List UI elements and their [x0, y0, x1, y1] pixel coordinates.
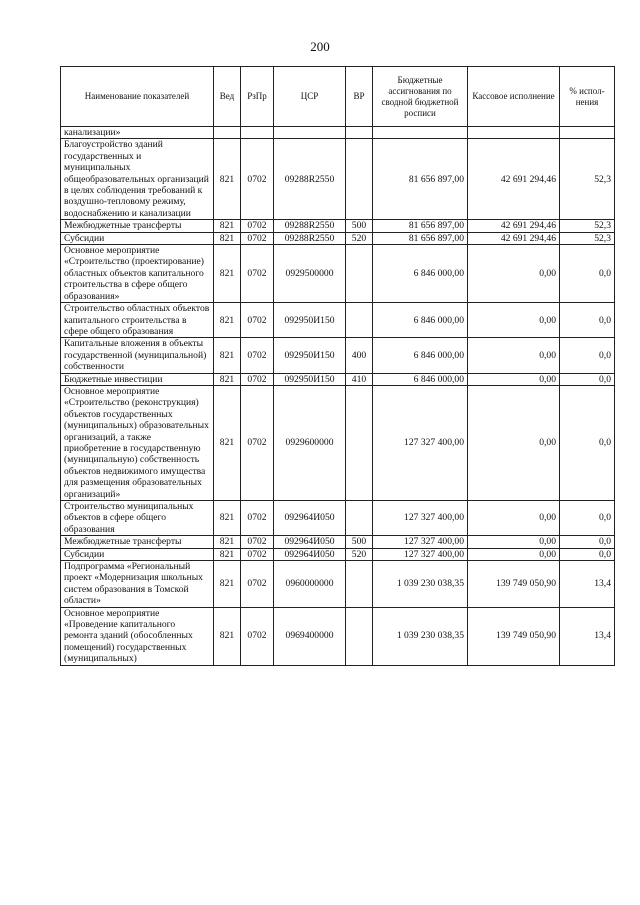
row-vr	[346, 501, 373, 536]
row-percent: 0,0	[560, 338, 615, 373]
table-row	[61, 338, 615, 373]
row-rzpr: 0702	[241, 373, 274, 385]
row-csr: 092964И050	[274, 501, 346, 536]
row-name: Основное мероприятие «Строительство (проектирование) областных объектов капитального строительства в сфере общего образования»	[61, 245, 214, 303]
row-name: Основное мероприятие «Строительство (реконструкция) объектов государственных (муниципальных) образовательных организаций, а также приобретение в государственную (муниципальную) собственность объектов недвижимого имущества для размещения образовательных организаций»	[61, 385, 214, 500]
row-name: Межбюджетные трансферты	[61, 536, 214, 548]
table-row	[61, 607, 615, 665]
row-name: Бюджетные инвестиции	[61, 373, 214, 385]
row-cash: 139 749 050,90	[468, 561, 560, 608]
row-cash: 0,00	[468, 501, 560, 536]
row-assignments: 81 656 897,00	[373, 139, 468, 220]
row-vr	[346, 385, 373, 500]
page-number: 200	[310, 39, 330, 54]
row-ved: 821	[214, 501, 241, 536]
table-row	[61, 139, 615, 220]
row-rzpr	[241, 127, 274, 139]
row-name: Межбюджетные трансферты	[61, 220, 214, 232]
table-row	[61, 501, 615, 536]
row-assignments: 81 656 897,00	[373, 232, 468, 244]
row-rzpr: 0702	[241, 303, 274, 338]
row-csr: 092964И050	[274, 536, 346, 548]
header-assignments: Бюджетные ассигнования по сводной бюджетной росписи	[373, 67, 468, 127]
row-rzpr: 0702	[241, 139, 274, 220]
row-name: Субсидии	[61, 548, 214, 560]
table-row	[61, 220, 615, 232]
row-cash: 139 749 050,90	[468, 607, 560, 665]
budget-execution-table	[60, 66, 615, 666]
row-vr: 410	[346, 373, 373, 385]
row-percent: 0,0	[560, 303, 615, 338]
row-csr: 092950И150	[274, 338, 346, 373]
row-assignments: 81 656 897,00	[373, 220, 468, 232]
header-vr: ВР	[346, 67, 373, 127]
header-name: Наименование показателей	[61, 67, 214, 127]
header-cash-execution: Кассовое исполнение	[468, 67, 560, 127]
row-csr: 092950И150	[274, 303, 346, 338]
row-assignments	[373, 127, 468, 139]
row-assignments: 1 039 230 038,35	[373, 561, 468, 608]
header-ved: Вед	[214, 67, 241, 127]
row-assignments: 127 327 400,00	[373, 548, 468, 560]
row-csr: 092950И150	[274, 373, 346, 385]
row-name: Субсидии	[61, 232, 214, 244]
row-vr: 400	[346, 338, 373, 373]
row-cash: 0,00	[468, 536, 560, 548]
row-ved: 821	[214, 561, 241, 608]
row-ved: 821	[214, 338, 241, 373]
row-vr: 520	[346, 232, 373, 244]
row-vr	[346, 245, 373, 303]
table-row	[61, 127, 615, 139]
row-rzpr: 0702	[241, 561, 274, 608]
row-vr	[346, 303, 373, 338]
row-rzpr: 0702	[241, 385, 274, 500]
row-ved: 821	[214, 245, 241, 303]
row-cash: 0,00	[468, 373, 560, 385]
row-vr: 500	[346, 220, 373, 232]
row-vr: 500	[346, 536, 373, 548]
row-rzpr: 0702	[241, 245, 274, 303]
row-percent: 0,0	[560, 373, 615, 385]
row-name: Строительство муниципальных объектов в сфере общего образования	[61, 501, 214, 536]
row-name: Строительство областных объектов капитального строительства в сфере общего образования	[61, 303, 214, 338]
row-ved: 821	[214, 220, 241, 232]
row-assignments: 6 846 000,00	[373, 338, 468, 373]
row-csr: 0969400000	[274, 607, 346, 665]
table-row	[61, 548, 615, 560]
row-vr	[346, 139, 373, 220]
table-row	[61, 245, 615, 303]
row-cash	[468, 127, 560, 139]
row-percent: 52,3	[560, 232, 615, 244]
table-row	[61, 232, 615, 244]
row-vr	[346, 127, 373, 139]
row-vr	[346, 561, 373, 608]
row-assignments: 127 327 400,00	[373, 385, 468, 500]
row-assignments: 6 846 000,00	[373, 373, 468, 385]
row-ved: 821	[214, 373, 241, 385]
table-row	[61, 561, 615, 608]
row-cash: 42 691 294,46	[468, 220, 560, 232]
row-rzpr: 0702	[241, 607, 274, 665]
row-percent: 0,0	[560, 245, 615, 303]
row-csr: 09288R2550	[274, 220, 346, 232]
row-rzpr: 0702	[241, 338, 274, 373]
row-csr	[274, 127, 346, 139]
row-csr: 09288R2550	[274, 232, 346, 244]
row-name: Подпрограмма «Региональный проект «Модернизация школьных систем образования в Томской области»	[61, 561, 214, 608]
row-csr: 0929600000	[274, 385, 346, 500]
row-assignments: 6 846 000,00	[373, 245, 468, 303]
row-cash: 0,00	[468, 245, 560, 303]
row-vr: 520	[346, 548, 373, 560]
header-percent: % испол-нения	[560, 67, 615, 127]
header-csr: ЦСР	[274, 67, 346, 127]
row-percent: 52,3	[560, 220, 615, 232]
row-assignments: 1 039 230 038,35	[373, 607, 468, 665]
header-rzpr: РзПр	[241, 67, 274, 127]
row-cash: 42 691 294,46	[468, 139, 560, 220]
row-name: Благоустройство зданий государственных и муниципальных общеобразовательных организаций в целях соблюдения требований к воздушно-тепловому режиму, водоснабжению и канализации	[61, 139, 214, 220]
row-percent: 0,0	[560, 501, 615, 536]
row-percent: 13,4	[560, 561, 615, 608]
row-name: Капитальные вложения в объекты государственной (муниципальной) собственности	[61, 338, 214, 373]
row-cash: 0,00	[468, 303, 560, 338]
row-ved: 821	[214, 548, 241, 560]
row-cash: 0,00	[468, 548, 560, 560]
row-assignments: 127 327 400,00	[373, 536, 468, 548]
row-percent: 0,0	[560, 548, 615, 560]
row-ved: 821	[214, 139, 241, 220]
row-cash: 42 691 294,46	[468, 232, 560, 244]
row-percent	[560, 127, 615, 139]
row-rzpr: 0702	[241, 232, 274, 244]
row-ved	[214, 127, 241, 139]
row-vr	[346, 607, 373, 665]
row-percent: 52,3	[560, 139, 615, 220]
row-rzpr: 0702	[241, 501, 274, 536]
row-ved: 821	[214, 303, 241, 338]
table-row	[61, 536, 615, 548]
row-csr: 0929500000	[274, 245, 346, 303]
row-name: канализации»	[61, 127, 214, 139]
row-ved: 821	[214, 607, 241, 665]
row-cash: 0,00	[468, 385, 560, 500]
row-csr: 092964И050	[274, 548, 346, 560]
row-csr: 09288R2550	[274, 139, 346, 220]
table-header-row	[61, 67, 615, 127]
row-percent: 0,0	[560, 385, 615, 500]
row-cash: 0,00	[468, 338, 560, 373]
row-percent: 0,0	[560, 536, 615, 548]
row-csr: 0960000000	[274, 561, 346, 608]
table-row	[61, 373, 615, 385]
row-percent: 13,4	[560, 607, 615, 665]
row-assignments: 6 846 000,00	[373, 303, 468, 338]
row-rzpr: 0702	[241, 220, 274, 232]
row-ved: 821	[214, 536, 241, 548]
row-ved: 821	[214, 385, 241, 500]
row-rzpr: 0702	[241, 548, 274, 560]
table-row	[61, 385, 615, 500]
row-assignments: 127 327 400,00	[373, 501, 468, 536]
row-ved: 821	[214, 232, 241, 244]
row-rzpr: 0702	[241, 536, 274, 548]
row-name: Основное мероприятие «Проведение капитального ремонта зданий (обособленных помещений) государственных (муниципальных)	[61, 607, 214, 665]
table-row	[61, 303, 615, 338]
